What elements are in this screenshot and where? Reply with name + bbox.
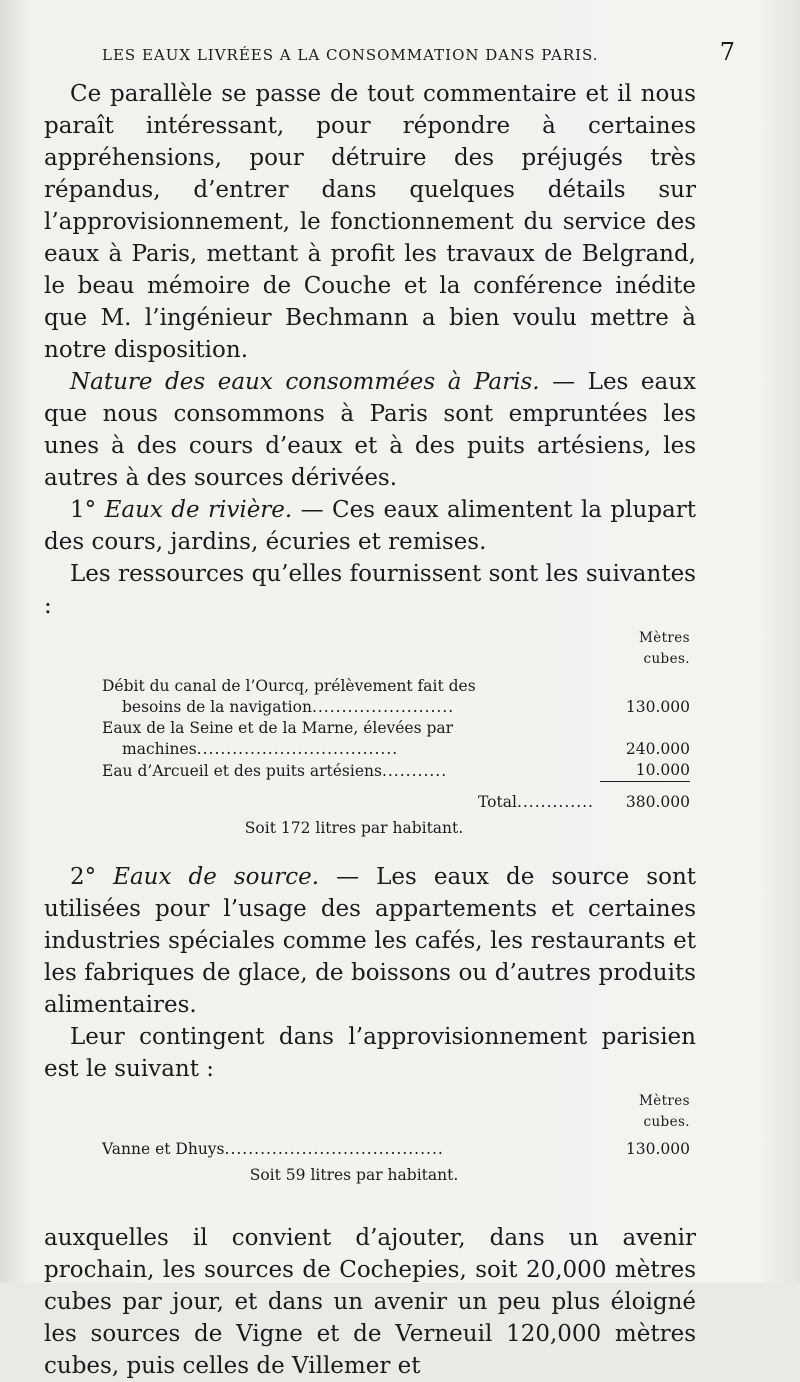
intro-paragraph: Ce parallèle se passe de tout commentaire et il nous paraît intéressant, pour répondre à certaines appréhensions, pour détruire des préjugés très répandus, d’entrer dans quelques détails sur l’approvisionnement, le fonctionnement du service des eaux à Paris, mettant à profit les travaux de Belgrand, le beau mémoire de Couche et la conférence inédite que M. l’ingénieur Bechmann a bien voulu mettre à notre disposition. [44,81,696,363]
river-supply-table [102,628,690,813]
nature-paragraph [44,366,696,494]
nature-text: — Les eaux que nous consommons à Paris sont empruntées les unes à des cours d’eaux et à des puits artésiens, les autres à des sources dérivées. [44,369,696,491]
resources-intro: Les ressources qu’elles fournissent sont les suivantes : [44,561,696,619]
riviere-number: 1° [70,497,97,523]
total-label: Total [478,793,517,811]
leader-dots: ..................................... [224,1140,444,1158]
river-per-capita: Soit 172 litres par habitant. [244,819,464,837]
source-heading: Eaux de source. [113,864,320,890]
row-label-line1: Eau d’Arcueil et des puits artésiens [102,761,382,780]
leader-dots: .................................. [196,740,399,758]
riviere-paragraph [44,494,696,558]
source-paragraph [44,861,696,1021]
unit-label: Mètres cubes. [638,1093,690,1130]
row-label-line2: machines [122,740,197,758]
row-value: 10.000 [635,761,690,779]
source-text: — Les eaux de source sont utilisées pour l’usage des appartements et certaines industries spéciales comme les cafés, les restaurants et les fabriques de glace, de boissons ou d’autres produits alimentaires. [44,864,696,1018]
contingent-intro: Leur contingent dans l’approvisionnement parisien est le suivant : [44,1024,696,1082]
row-label: Vanne et Dhuys [102,1140,225,1158]
unit-label: Mètres cubes. [638,630,690,667]
table-row [102,1139,690,1160]
spring-supply-table [102,1091,690,1160]
row-value: 240.000 [625,740,690,758]
source-number: 2° [70,864,97,890]
running-header [102,38,736,66]
nature-heading: Nature des eaux consommées à Paris. [70,369,540,395]
total-row [102,782,690,814]
page-body-3 [44,1222,696,1382]
leader-dots: ............. [516,793,594,811]
page-number: 7 [719,38,736,66]
page-body [44,78,696,622]
row-value: 130.000 [625,698,690,716]
table-row [102,676,690,718]
row-label-line1: Eaux de la Seine et de la Marne, élevées par [102,719,454,737]
row-value: 130.000 [625,1140,690,1158]
closing-paragraph: auxquelles il convient d’ajouter, dans un avenir prochain, les sources de Cochepies, soit 20,000 mètres cubes par jour, et dans un avenir un peu plus éloigné les sources de Vigne et de Verneuil 120,000 mètres cubes, puis celles de Villemer et [44,1225,696,1379]
leader-dots: ........................ [311,698,455,716]
total-value: 380.000 [600,782,690,814]
page-body-2 [44,861,696,1085]
running-title: LES EAUX LIVRÉES A LA CONSOMMATION DANS PARIS. [102,46,599,64]
leader-dots: ........... [381,761,448,780]
riviere-heading: Eaux de rivière. [104,497,293,523]
row-label-line2: besoins de la navigation [122,698,312,716]
table-row [102,718,690,760]
row-label-line1: Débit du canal de l’Ourcq, prélèvement fait des [102,677,476,695]
riviere-text: — Ces eaux alimentent la plupart des cours, jardins, écuries et remises. [44,497,696,555]
spring-per-capita: Soit 59 litres par habitant. [249,1166,459,1184]
table-row [102,760,690,782]
